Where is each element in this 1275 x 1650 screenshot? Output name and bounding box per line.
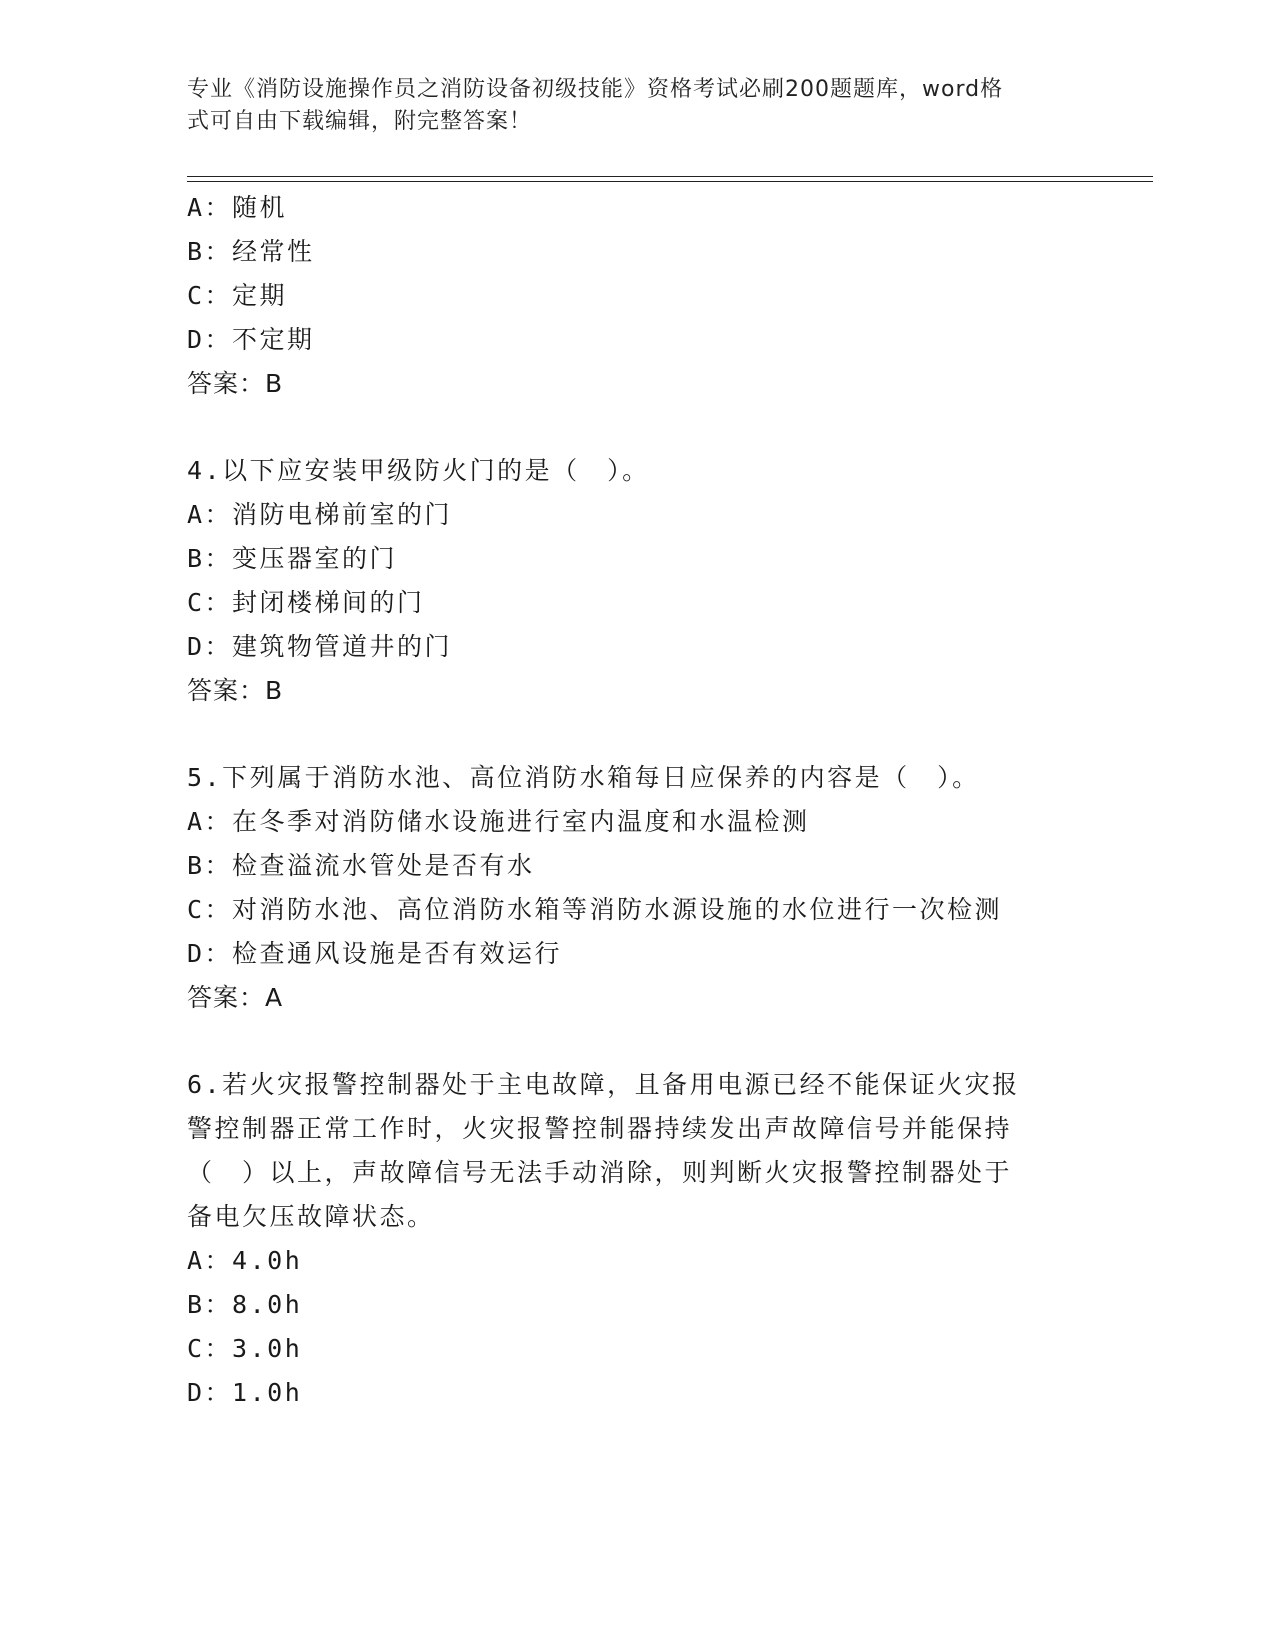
q3-option-a: A：随机 [187,193,288,222]
q5-option-c: C：对消防水池、高位消防水箱等消防水源设施的水位进行一次检测 [187,895,1003,924]
header-divider-top [187,176,1153,177]
q6-stem-line-2: 警控制器正常工作时，火灾报警控制器持续发出声故障信号并能保持 [187,1114,1013,1143]
q4-option-c: C：封闭楼梯间的门 [187,588,425,617]
q4-option-b: B：变压器室的门 [187,544,398,573]
q6-option-a: A：4.0h [187,1246,303,1275]
q6-stem-line-3: （ ）以上，声故障信号无法手动消除，则判断火灾报警控制器处于 [187,1158,1013,1187]
header-line-1: 专业《消防设施操作员之消防设备初级技能》资格考试必刷200题题库，word格 [187,77,1004,102]
q5-option-b: B：检查溢流水管处是否有水 [187,851,535,880]
q5-answer: 答案：A [187,983,284,1012]
q6-option-b: B：8.0h [187,1290,303,1319]
q3-option-c: C：定期 [187,281,288,310]
q6-stem-line-1: 6.若火灾报警控制器处于主电故障，且备用电源已经不能保证火灾报 [187,1070,1020,1099]
q5-option-d: D：检查通风设施是否有效运行 [187,939,563,968]
q4-stem: 4.以下应安装甲级防火门的是（ ）。 [187,456,650,485]
q4-option-d: D：建筑物管道井的门 [187,632,453,661]
header-line-2: 式可自由下载编辑，附完整答案！ [187,109,533,134]
q5-stem: 5.下列属于消防水池、高位消防水箱每日应保养的内容是（ ）。 [187,763,980,792]
q6-stem-line-4: 备电欠压故障状态。 [187,1202,435,1231]
q6-option-c: C：3.0h [187,1334,303,1363]
q5-option-a: A：在冬季对消防储水设施进行室内温度和水温检测 [187,807,810,836]
q3-option-b: B：经常性 [187,237,315,266]
document-header [187,74,1067,138]
q4-option-a: A：消防电梯前室的门 [187,500,453,529]
q6-option-d: D：1.0h [187,1378,303,1407]
q4-answer: 答案：B [187,676,284,705]
q3-option-d: D：不定期 [187,325,315,354]
q3-answer: 答案：B [187,369,284,398]
header-divider-bottom [187,181,1153,182]
